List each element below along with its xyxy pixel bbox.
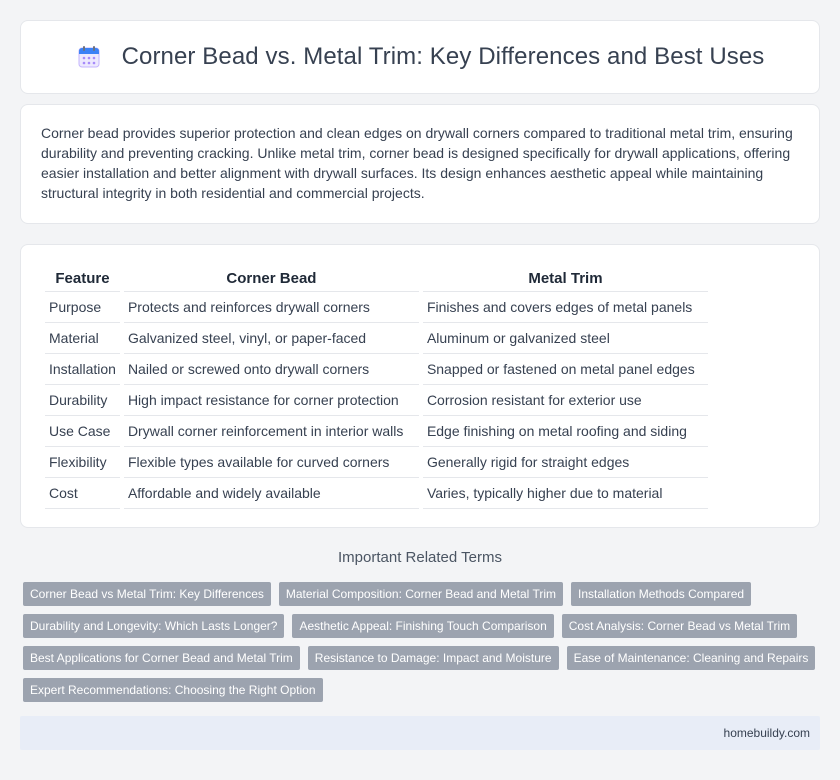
related-term-tag[interactable]: Durability and Longevity: Which Lasts Longer? [23,614,284,638]
cell-feature: Material [45,323,120,354]
cell-feature: Purpose [45,292,120,323]
title-card [20,20,820,94]
cell-metal-trim: Finishes and covers edges of metal panels [423,292,708,323]
comparison-table [41,265,712,509]
cell-feature: Flexibility [45,447,120,478]
cell-feature: Durability [45,385,120,416]
intro-text: Corner bead provides superior protection and clean edges on drywall corners compared to traditional metal trim, ensuring durability and preventing cracking. Unlike metal trim, corner bead is designed specifically for drywall applications, offering easier installation and better alignment with drywall surfaces. Its design enhances aesthetic appeal while maintaining structural integrity in both residential and commercial projects. [41,125,793,201]
page-title: Corner Bead vs. Metal Trim: Key Differences and Best Uses [121,43,765,70]
related-terms-list [23,582,823,702]
header-metal-trim: Metal Trim [423,265,708,292]
related-term-tag[interactable]: Resistance to Damage: Impact and Moisture [308,646,559,670]
related-term-tag[interactable]: Installation Methods Compared [571,582,751,606]
cell-metal-trim: Generally rigid for straight edges [423,447,708,478]
table-row [45,323,708,354]
related-term-tag[interactable]: Material Composition: Corner Bead and Metal Trim [279,582,563,606]
related-term-tag[interactable]: Ease of Maintenance: Cleaning and Repairs [567,646,816,670]
footer-site-link[interactable]: homebuildy.com [723,726,810,740]
cell-corner-bead: Protects and reinforces drywall corners [124,292,419,323]
cell-corner-bead: Nailed or screwed onto drywall corners [124,354,419,385]
related-term-tag[interactable]: Expert Recommendations: Choosing the Right Option [23,678,323,702]
cell-metal-trim: Snapped or fastened on metal panel edges [423,354,708,385]
cell-corner-bead: Galvanized steel, vinyl, or paper-faced [124,323,419,354]
cell-corner-bead: Drywall corner reinforcement in interior walls [124,416,419,447]
table-row [45,292,708,323]
cell-metal-trim: Edge finishing on metal roofing and siding [423,416,708,447]
calendar-icon [76,44,102,70]
cell-feature: Use Case [45,416,120,447]
table-row [45,478,708,509]
related-term-tag[interactable]: Corner Bead vs Metal Trim: Key Differences [23,582,271,606]
footer [20,716,820,750]
related-term-tag[interactable]: Cost Analysis: Corner Bead vs Metal Trim [562,614,797,638]
related-term-tag[interactable]: Aesthetic Appeal: Finishing Touch Comparison [292,614,553,638]
cell-metal-trim: Aluminum or galvanized steel [423,323,708,354]
table-row [45,385,708,416]
table-row [45,447,708,478]
intro-card [20,104,820,224]
table-row [45,416,708,447]
table-row [45,354,708,385]
cell-corner-bead: Affordable and widely available [124,478,419,509]
cell-corner-bead: High impact resistance for corner protection [124,385,419,416]
cell-metal-trim: Varies, typically higher due to material [423,478,708,509]
cell-feature: Cost [45,478,120,509]
header-corner-bead: Corner Bead [124,265,419,292]
cell-metal-trim: Corrosion resistant for exterior use [423,385,708,416]
comparison-card [20,244,820,528]
table-header-row [45,265,708,292]
related-terms-heading: Important Related Terms [338,549,502,566]
related-term-tag[interactable]: Best Applications for Corner Bead and Metal Trim [23,646,300,670]
cell-feature: Installation [45,354,120,385]
cell-corner-bead: Flexible types available for curved corners [124,447,419,478]
header-feature: Feature [45,265,120,292]
